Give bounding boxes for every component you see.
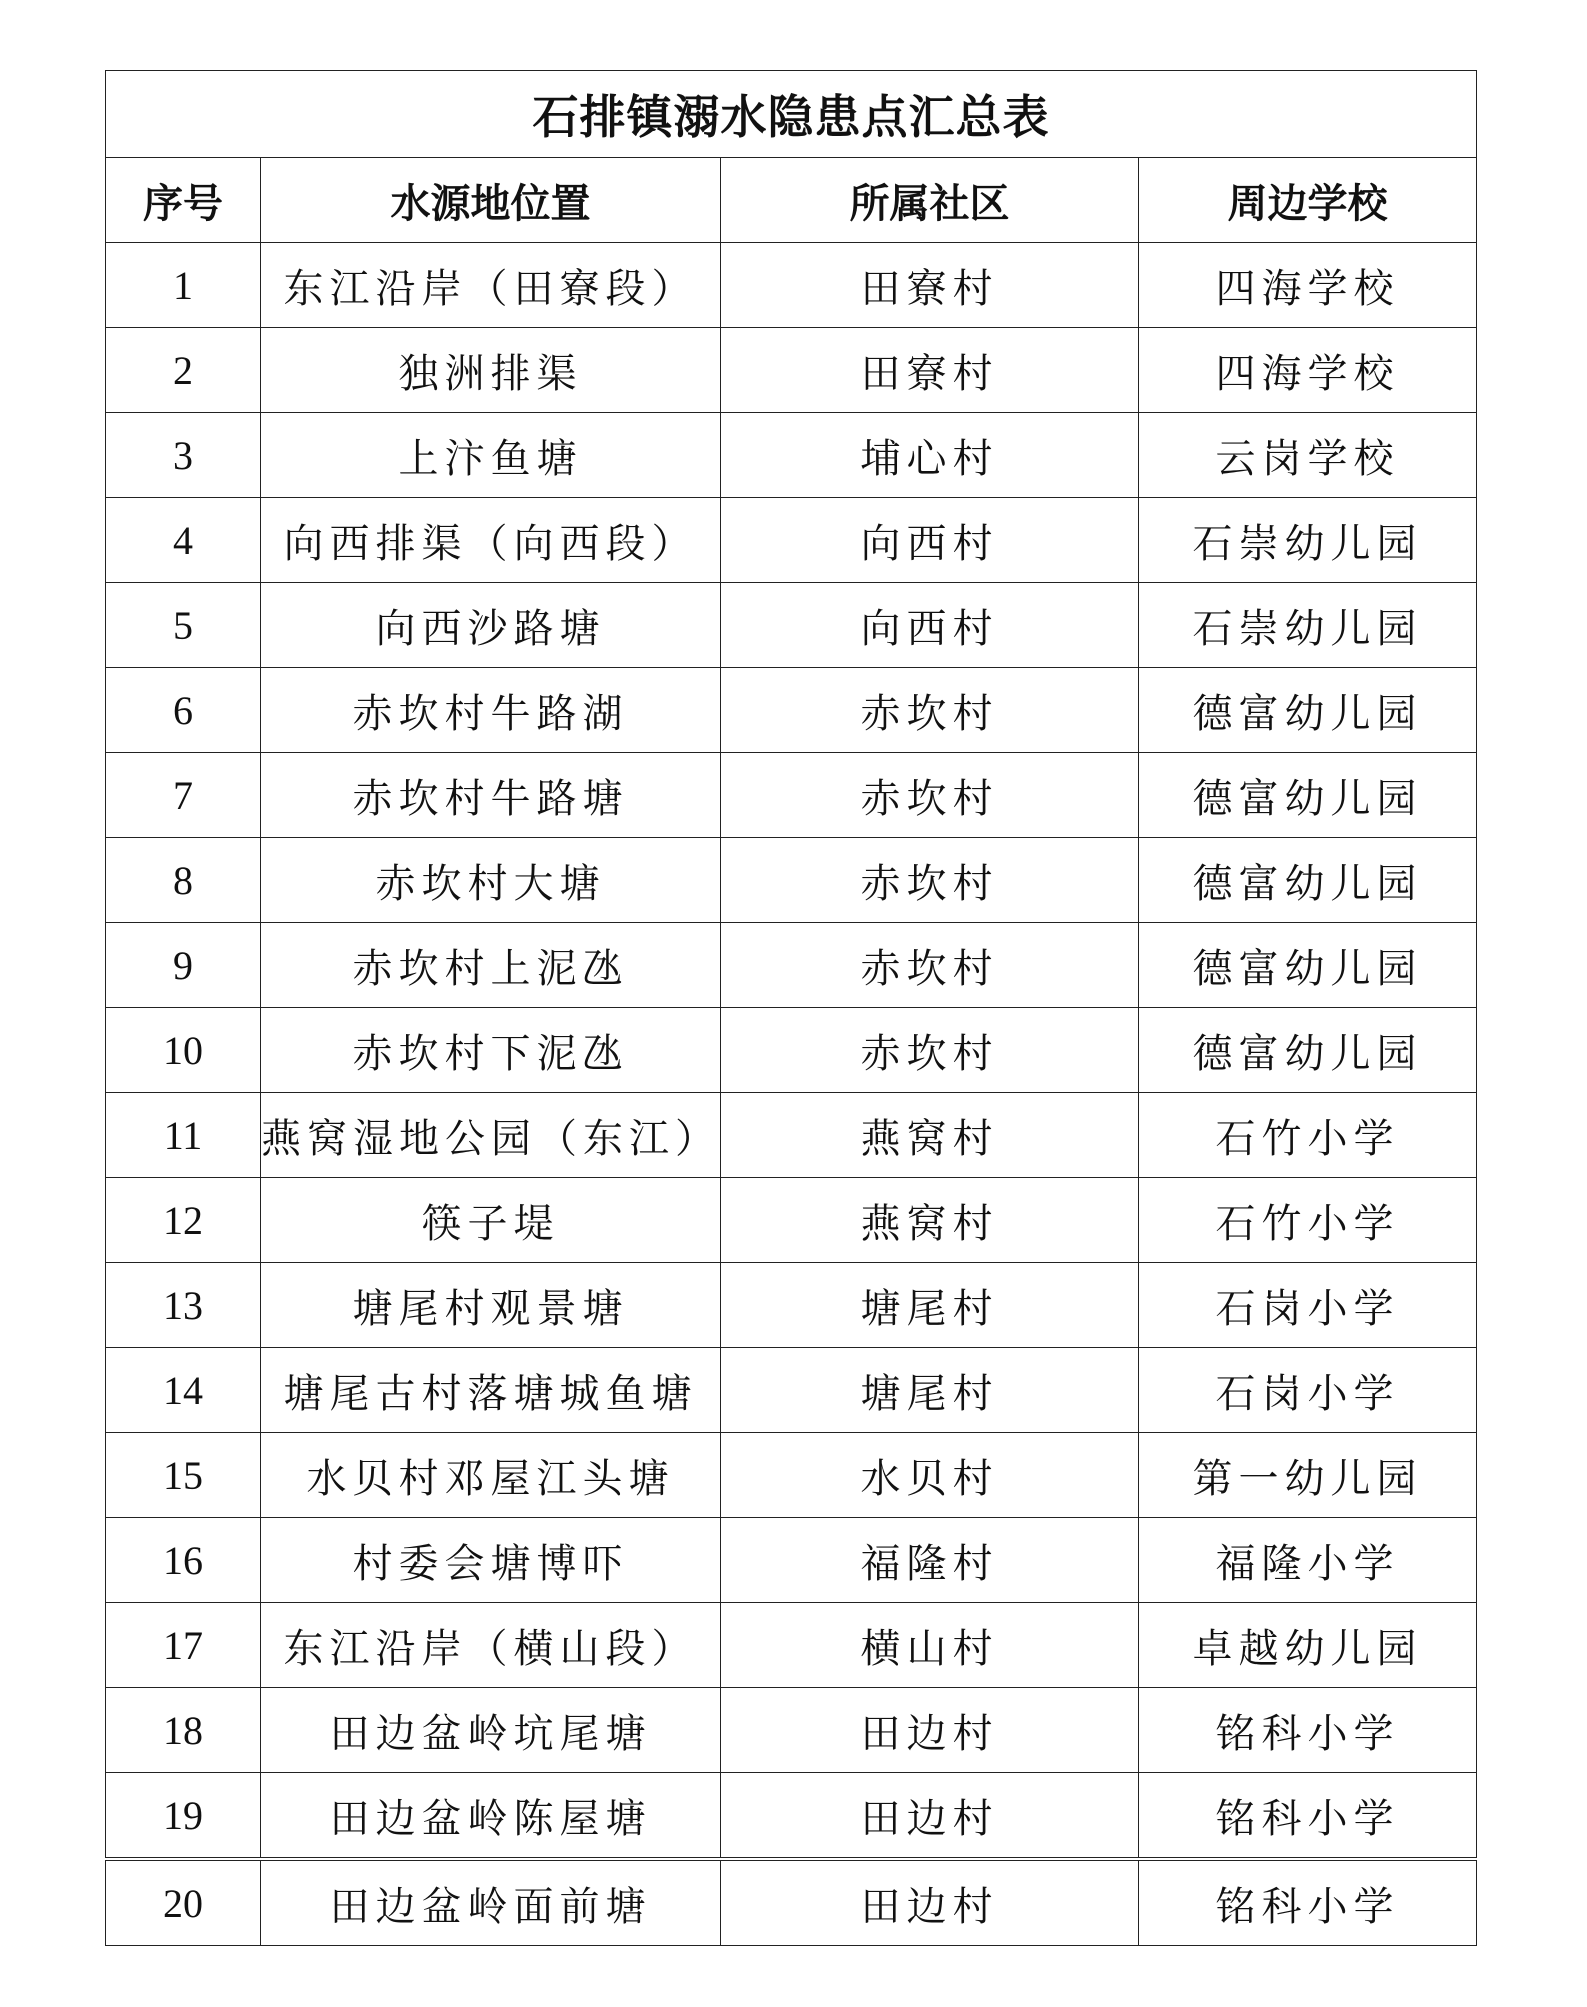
table-row xyxy=(106,838,1477,923)
cell-index: 5 xyxy=(106,583,261,668)
cell-community: 赤坎村 xyxy=(721,838,1139,923)
table-row xyxy=(106,1688,1477,1773)
table-row xyxy=(106,583,1477,668)
table-title: 石排镇溺水隐患点汇总表 xyxy=(106,71,1477,158)
cell-location: 田边盆岭陈屋塘 xyxy=(261,1773,721,1858)
cell-community: 向西村 xyxy=(721,498,1139,583)
cell-community: 赤坎村 xyxy=(721,668,1139,753)
summary-table-last-row xyxy=(105,1860,1477,1946)
cell-index: 14 xyxy=(106,1348,261,1433)
cell-school: 铭科小学 xyxy=(1139,1688,1477,1773)
cell-community: 水贝村 xyxy=(721,1433,1139,1518)
cell-index: 15 xyxy=(106,1433,261,1518)
cell-location: 田边盆岭坑尾塘 xyxy=(261,1688,721,1773)
cell-community: 燕窝村 xyxy=(721,1178,1139,1263)
table-row xyxy=(106,413,1477,498)
cell-community: 塘尾村 xyxy=(721,1263,1139,1348)
cell-community: 埔心村 xyxy=(721,413,1139,498)
cell-community: 福隆村 xyxy=(721,1518,1139,1603)
cell-index: 20 xyxy=(106,1861,261,1946)
cell-school: 石竹小学 xyxy=(1139,1178,1477,1263)
cell-location: 筷子堤 xyxy=(261,1178,721,1263)
table-row xyxy=(106,498,1477,583)
table-row xyxy=(106,1433,1477,1518)
cell-index: 1 xyxy=(106,243,261,328)
cell-school: 四海学校 xyxy=(1139,328,1477,413)
cell-location: 赤坎村牛路塘 xyxy=(261,753,721,838)
cell-index: 11 xyxy=(106,1093,261,1178)
cell-index: 16 xyxy=(106,1518,261,1603)
table-row xyxy=(106,1178,1477,1263)
cell-school: 德富幼儿园 xyxy=(1139,668,1477,753)
column-header-community: 所属社区 xyxy=(721,158,1139,243)
cell-index: 17 xyxy=(106,1603,261,1688)
table-row xyxy=(106,1603,1477,1688)
column-header-location: 水源地位置 xyxy=(261,158,721,243)
cell-location: 向西沙路塘 xyxy=(261,583,721,668)
cell-community: 赤坎村 xyxy=(721,923,1139,1008)
summary-table-continuation xyxy=(105,1860,1476,1946)
cell-index: 3 xyxy=(106,413,261,498)
table-row xyxy=(106,1518,1477,1603)
cell-index: 7 xyxy=(106,753,261,838)
cell-location: 村委会塘博吓 xyxy=(261,1518,721,1603)
cell-location: 向西排渠（向西段） xyxy=(261,498,721,583)
cell-school: 德富幼儿园 xyxy=(1139,923,1477,1008)
cell-location: 赤坎村上泥氹 xyxy=(261,923,721,1008)
cell-school: 卓越幼儿园 xyxy=(1139,1603,1477,1688)
column-header-school: 周边学校 xyxy=(1139,158,1477,243)
cell-index: 4 xyxy=(106,498,261,583)
cell-location: 东江沿岸（田寮段） xyxy=(261,243,721,328)
cell-index: 6 xyxy=(106,668,261,753)
cell-community: 赤坎村 xyxy=(721,753,1139,838)
cell-school: 德富幼儿园 xyxy=(1139,753,1477,838)
cell-community: 赤坎村 xyxy=(721,1008,1139,1093)
table-row xyxy=(106,1773,1477,1858)
cell-community: 田边村 xyxy=(721,1773,1139,1858)
table-row xyxy=(106,923,1477,1008)
cell-school: 福隆小学 xyxy=(1139,1518,1477,1603)
cell-location: 田边盆岭面前塘 xyxy=(261,1861,721,1946)
table-row xyxy=(106,243,1477,328)
cell-location: 赤坎村牛路湖 xyxy=(261,668,721,753)
table-row xyxy=(106,1263,1477,1348)
cell-index: 13 xyxy=(106,1263,261,1348)
cell-location: 塘尾古村落塘城鱼塘 xyxy=(261,1348,721,1433)
cell-school: 石竹小学 xyxy=(1139,1093,1477,1178)
cell-school: 德富幼儿园 xyxy=(1139,1008,1477,1093)
cell-school: 云岗学校 xyxy=(1139,413,1477,498)
table-row xyxy=(106,668,1477,753)
cell-location: 赤坎村下泥氹 xyxy=(261,1008,721,1093)
cell-school: 铭科小学 xyxy=(1139,1773,1477,1858)
table-row xyxy=(106,1008,1477,1093)
cell-school: 第一幼儿园 xyxy=(1139,1433,1477,1518)
cell-community: 田边村 xyxy=(721,1861,1139,1946)
cell-location: 燕窝湿地公园（东江） xyxy=(261,1093,721,1178)
cell-school: 石崇幼儿园 xyxy=(1139,498,1477,583)
table-row xyxy=(106,328,1477,413)
table-row xyxy=(106,753,1477,838)
cell-school: 石岗小学 xyxy=(1139,1263,1477,1348)
table-row xyxy=(106,1093,1477,1178)
cell-location: 独洲排渠 xyxy=(261,328,721,413)
column-header-index: 序号 xyxy=(106,158,261,243)
table-row xyxy=(106,1861,1477,1946)
cell-community: 田寮村 xyxy=(721,243,1139,328)
table-row xyxy=(106,1348,1477,1433)
cell-school: 德富幼儿园 xyxy=(1139,838,1477,923)
cell-community: 向西村 xyxy=(721,583,1139,668)
header-row xyxy=(106,158,1477,243)
cell-location: 塘尾村观景塘 xyxy=(261,1263,721,1348)
cell-index: 10 xyxy=(106,1008,261,1093)
cell-school: 石崇幼儿园 xyxy=(1139,583,1477,668)
cell-index: 18 xyxy=(106,1688,261,1773)
cell-index: 2 xyxy=(106,328,261,413)
cell-community: 田边村 xyxy=(721,1688,1139,1773)
cell-community: 横山村 xyxy=(721,1603,1139,1688)
cell-location: 赤坎村大塘 xyxy=(261,838,721,923)
cell-index: 12 xyxy=(106,1178,261,1263)
cell-school: 石岗小学 xyxy=(1139,1348,1477,1433)
cell-community: 田寮村 xyxy=(721,328,1139,413)
cell-location: 东江沿岸（横山段） xyxy=(261,1603,721,1688)
cell-community: 塘尾村 xyxy=(721,1348,1139,1433)
cell-location: 水贝村邓屋江头塘 xyxy=(261,1433,721,1518)
cell-index: 19 xyxy=(106,1773,261,1858)
cell-location: 上汴鱼塘 xyxy=(261,413,721,498)
summary-table-container xyxy=(105,70,1476,1858)
cell-index: 9 xyxy=(106,923,261,1008)
cell-community: 燕窝村 xyxy=(721,1093,1139,1178)
cell-school: 铭科小学 xyxy=(1139,1861,1477,1946)
cell-school: 四海学校 xyxy=(1139,243,1477,328)
cell-index: 8 xyxy=(106,838,261,923)
summary-table xyxy=(105,70,1477,1858)
